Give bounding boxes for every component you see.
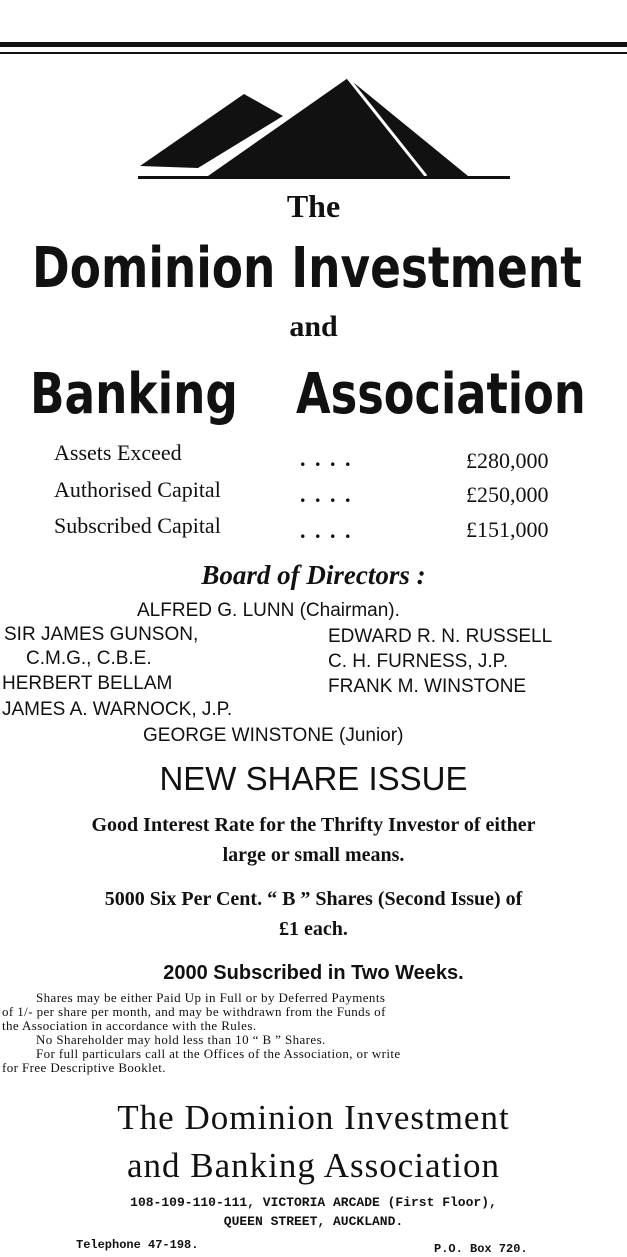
title-the: The xyxy=(286,188,341,224)
shares-line-2: £1 each. xyxy=(279,918,348,940)
director-left-2: C.M.G., C.B.E. xyxy=(26,648,152,669)
footer-address-line-1: 108-109-110-111, VICTORIA ARCADE (First Floor), xyxy=(130,1195,497,1210)
assets-value: £280,000 xyxy=(466,448,549,473)
assets-leader-dots: . . . . xyxy=(300,446,353,471)
director-right-3: FRANK M. WINSTONE xyxy=(328,676,527,697)
assets-label: Assets Exceed xyxy=(54,440,182,465)
interest-line-1: Good Interest Rate for the Thrifty Investor of either xyxy=(91,814,536,836)
footer-telephone: Telephone 47-198. xyxy=(76,1238,199,1252)
top-rule-thick xyxy=(0,42,627,47)
subscribed-capital-value: £151,000 xyxy=(466,517,549,542)
director-left-1: SIR JAMES GUNSON, xyxy=(4,624,199,645)
terms-line-4: No Shareholder may hold less than 10 “ B ” Shares. xyxy=(36,1032,326,1047)
director-right-1: EDWARD R. N. RUSSELL xyxy=(328,626,553,647)
footer-po-box: P.O. Box 720. xyxy=(434,1242,528,1256)
mountain-base-line xyxy=(138,176,510,179)
shares-line-1: 5000 Six Per Cent. “ B ” Shares (Second Issue) of xyxy=(104,888,523,910)
subscribed-capital-leader-dots: . . . . xyxy=(300,518,353,543)
director-left-3: HERBERT BELLAM xyxy=(2,673,173,694)
footer-name-line-2: and Banking Association xyxy=(127,1146,500,1185)
director-right-2: C. H. FURNESS, J.P. xyxy=(328,651,509,672)
terms-line-5: For full particulars call at the Offices of the Association, or write xyxy=(36,1046,401,1061)
board-heading: Board of Directors : xyxy=(201,560,426,590)
terms-line-6: for Free Descriptive Booklet. xyxy=(2,1060,166,1075)
authorised-capital-value: £250,000 xyxy=(466,482,549,507)
footer-address-line-2: QUEEN STREET, AUCKLAND. xyxy=(223,1214,404,1229)
subscribed-capital-label: Subscribed Capital xyxy=(54,513,221,538)
title-dominion-investment: Dominion Investment xyxy=(32,236,582,301)
authorised-capital-label: Authorised Capital xyxy=(54,477,221,502)
authorised-capital-leader-dots: . . . . xyxy=(300,482,353,507)
director-left-4: JAMES A. WARNOCK, J.P. xyxy=(2,699,233,720)
mountain-logo xyxy=(138,76,510,182)
title-association: Association xyxy=(296,362,586,427)
interest-line-2: large or small means. xyxy=(222,844,405,866)
footer-name-line-1: The Dominion Investment xyxy=(117,1098,510,1137)
subscribed-two-weeks: 2000 Subscribed in Two Weeks. xyxy=(163,962,464,984)
title-banking: Banking xyxy=(30,362,238,427)
title-and: and xyxy=(289,310,338,343)
new-share-issue-heading: NEW SHARE ISSUE xyxy=(159,760,468,797)
top-rule-thin xyxy=(0,52,627,54)
terms-line-1: Shares may be either Paid Up in Full or by Deferred Payments xyxy=(36,990,386,1005)
director-last: GEORGE WINSTONE (Junior) xyxy=(143,725,404,746)
director-chairman: ALFRED G. LUNN (Chairman). xyxy=(137,600,400,621)
terms-line-2: of 1/- per share per month, and may be withdrawn from the Funds of xyxy=(2,1004,386,1019)
terms-line-3: the Association in accordance with the Rules. xyxy=(2,1018,257,1033)
